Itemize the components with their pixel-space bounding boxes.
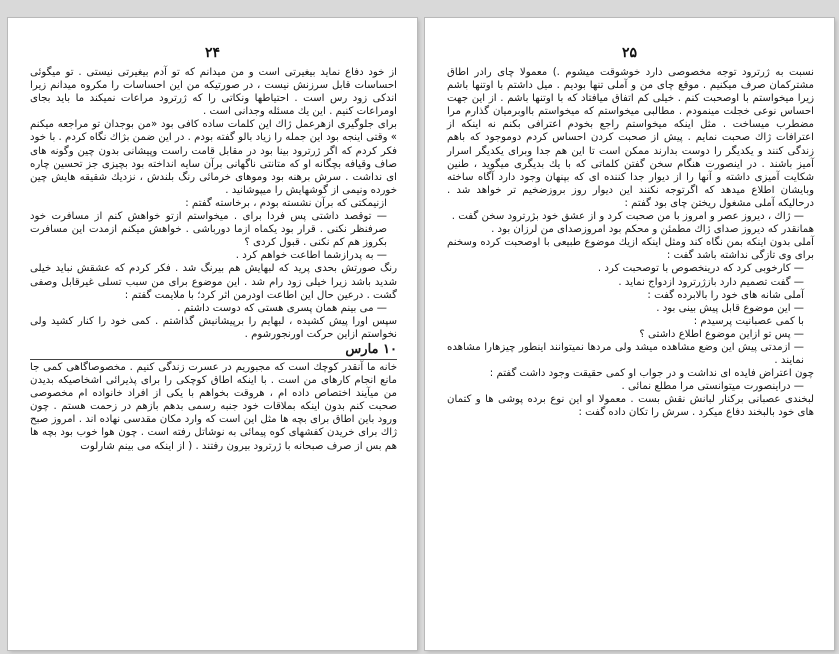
section-heading: ۱۰ مارس bbox=[345, 341, 397, 357]
paragraph: از خود دفاع نماید بیغیرتی است و من میدانم که تو آدم بیغیرتی نیستی . تو میگوئی احساسات قابل سرزنش نیست ، در صورتیکه من این احساسات را مکروه میدانم زیرا اندکی زود رس است . احتیاطها ونکاتی را که ژرترود مراعات نمیکند ما باید بجای اومراعات کنیم . این یك مسئله وجدانی است . bbox=[30, 67, 397, 118]
paragraph: رنگ صورتش بحدی پرید که لبهایش هم بیرنگ شد . فکر کردم که عشقش نباید خیلی شدید باشد زیرا خیلی زود رام شد . این موضوع برای من سبب تسلی غیرقابل وصفی گشت . درعین حال این اطاعت اودرمن اثر کرد؛ با ملایمت گفتم : bbox=[30, 263, 397, 301]
paragraph: ازنیمکتی که برآن نشسته بودم ، برخاسته گفتم : bbox=[185, 197, 387, 209]
dialog-line: — گفت تصمیم دارد بازژرترود ازدواج نماید . bbox=[618, 276, 804, 288]
paragraph: برای جلوگیری ازهرعمل ژاك این کلمات ساده کافی بود «من بوجدان تو مراجعه میکنم » وقتی اینجه بود این جمله را زیاد بالو گفته بودم . در این ضمن بژاك نگاه کردم . با خود فکر کردم که اگر ژرترود بینا بود در مقابل قامت راست وپیشانی بدون چین وگونه های صاف وقیافه بچگانه او که متانتی ناگهانی برآن سایه انداخته بود بچیزی جز تحسین چاره ای نداشت . سرش برهنه بود وموهای خرمائی رنگ بلندش ، نزدیك شقیقه هایش چین خورده ونیمی از گوشهایش را میپوشانید . bbox=[30, 119, 397, 196]
paragraph: سپس اورا پیش کشیده ، لبهایم را برپیشانیش گذاشتم . کمی خود را کنار کشید ولی نخواستم ازاین حرکت اورنجورشوم . bbox=[30, 315, 397, 340]
dialog-line: — کارخوبی کرد که درینخصوص با توصحبت کرد . bbox=[597, 263, 804, 275]
page-right bbox=[425, 18, 834, 650]
divider-rule bbox=[30, 359, 397, 360]
dialog-line: — ژاك ، دیروز عصر و امروز با من صحبت کرد و از عشق خود بژرترود سخن گفت . bbox=[451, 211, 804, 223]
paragraph: لبخندی عصبانی برکنار لبانش نقش بست . معمولا او این نوع برده پوشی ها و کتمان های خود بالبخند دفاع میکرد . سرش را تکان داده گفت : bbox=[447, 394, 814, 419]
dialog-line: — دراینصورت میتوانستی مرا مطلع نمائی . bbox=[621, 381, 804, 393]
dialog-line: — ازمدتی پیش این وضع مشاهده میشد ولی مردها نمیتوانند اینطور چیزهارا مشاهده نمایند . bbox=[447, 341, 804, 367]
page-number: ۲۴ bbox=[204, 45, 221, 61]
paragraph: خانه ما آنقدر کوچك است که مجبوریم در عسرت زندگی کنیم . مخصوصاگاهی کمی جا مانع انجام کارهای من است . با اینکه اطاق کوچکی را برای پذیرائی اشخاصیکه بدیدن من میآیند اختصاص داده ام ، هروقت بخواهم با یکی از افراد خانواده ام مخصوصی صحبت کنم بدون اینکه بملاقات خود جنبه رسمی بدهم بازهم در زحمت هستم . چون ورود باین اطاق برای بچه ها مثل این است که وارد مکان مقدسی نهاده اند . امروز صبح ژاك برای خریدن کفشهای کوه پیمائی به نوشاتل رفته است . چون هوا خوب بود بچه ها هم بس از صرف صبحانه با ژرترود بیرون رفتند . ( از اینکه می بینم شارلوت bbox=[30, 361, 397, 452]
page-number: ۲۵ bbox=[621, 45, 638, 61]
paragraph: چون اعتراض فایده ای نداشت و در جواب او کمی حقیقت وجود داشت گفتم : bbox=[489, 368, 814, 380]
paragraph: همانقدر که دیروز صدای ژاك مطمئن و محکم بود امروزصدای من لرزان بود . bbox=[491, 224, 814, 236]
dialog-line: — به پدرازشما اطاعت خواهم کرد . bbox=[235, 250, 387, 262]
dialog-line: با کمی عصبانیت پرسیدم : bbox=[693, 315, 804, 327]
dialog-line: — می بینم همان پسری هستی که دوست داشتم . bbox=[177, 302, 387, 314]
page-text bbox=[447, 66, 814, 420]
page-text bbox=[30, 66, 397, 453]
paragraph: نسبت به ژرترود توجه مخصوصی دارد خوشوقت میشوم .) معمولا چای رادر اطاق مشترکمان صرف میکنیم . موقع چای من و آملی تنها بودیم . میل داشتم با اوتنها باشم زیرا میخواستم با اوصحبت کنم . خیلی کم اتفاق میافتاد که با اوتنها باشم . از این جهت احساس نوعی خجلت مینمودم . مطالبی میخواستم که میخواستم بااوبرمیان گذارم مرا مضطرب میساخت . مثل اینکه میخواستم راجع بخودم اعترافی بکنم نه اینکه از اعترافات ژاك صحبت نمایم . پیش از صحبت کردن احساس کردم دوموجود که باهم زندگی کنند و یکدیگر را دوست بدارند ممکن است تا این هم جدا وبرای یکدیگر اسرار آمیز باشند . در اینصورت هنگام سخن گفتن کلماتی که با یك بدیگری میگوید ، طنین شکایت آمیزی داشته و آنها را از دیوار جدا کننده ای که بپنهان وجود دارد آگاه ساخته وبایشان اطلاع میدهد که اگرتوجه نکنند این دیوار روز بروزضخیم تر خواهد شد . درحالیکه آملی مشغول ریختن چای بود گفتم : bbox=[447, 67, 814, 209]
dialog-line: — این موضوع قابل پیش بینی بود . bbox=[656, 302, 804, 314]
dialog-line: — پس تو ازاین موضوع اطلاع داشتی ؟ bbox=[639, 328, 804, 340]
dialog-line: آملی شانه های خود را بالابرده گفت : bbox=[647, 289, 804, 301]
dialog-line: — توقصد داشتی پس فردا برای . میخواستم ازتو خواهش کنم از مسافرت خود صرفنظر نکنی . قرار بود یکماه ازما دورباشی . خواهش میکنم ازمدت این مسافرت بکروز هم کم نکنی . قبول کردی ؟ bbox=[30, 211, 387, 249]
paragraph: آملی بدون اینکه بمن نگاه کند ومثل اینکه ازیك موضوع طبیعی با اوصحبت کرده وسخنم برای وی تازگی نداشته باشد گفت : bbox=[447, 237, 814, 262]
page-left bbox=[8, 18, 417, 650]
